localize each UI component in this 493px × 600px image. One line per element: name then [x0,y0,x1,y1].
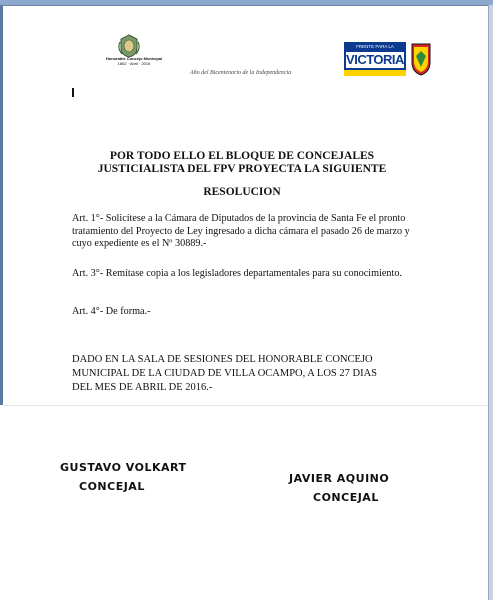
closing-line-2: MUNICIPAL DE LA CIUDAD DE VILLA OCAMPO, A LOS 27 DIAS [72,368,378,379]
heading-line-1: POR TODO ELLO EL BLOQUE DE CONCEJALES [109,150,375,162]
signature-name-1: GUSTAVO VOLKART [60,461,187,474]
text-cursor [72,88,74,97]
article-4: Art. 4°- De forma.- [72,306,151,317]
signature-title-2: CONCEJAL [313,491,379,504]
scrollbar-divider [488,5,489,600]
council-name: Honorable Concejo Municipal [105,56,163,61]
signature-title-1: CONCEJAL [79,480,145,493]
page-divider [3,405,488,406]
pj-shield-icon [410,42,432,76]
logo-word: VICTORIA [346,52,404,67]
signature-name-2: JAVIER AQUINO [289,472,390,485]
window-left-border [0,5,3,405]
council-crest-icon [118,34,140,58]
logo-top-text: FRENTE PARA LA [356,44,394,49]
logo-block [344,42,406,76]
fpv-logo [344,42,436,78]
window-top-border [0,0,493,6]
article-3: Art. 3°- Remítase copia a los legisladores departamentales para su conocimiento. [72,268,402,279]
logo-stripe [344,70,406,76]
heading-line-2: JUSTICIALISTA DEL FPV PROYECTA LA SIGUIENTE [97,163,387,175]
article-1: Art. 1°- Solicítese a la Cámara de Diputados de la provincia de Santa Fe el pronto tratamiento del Proyecto de Ley ingresado a dicha cámara el pasado 26 de marzo y cuyo expediente es el Nº 30889.- [72,213,410,249]
resolution-title: RESOLUCION [203,186,281,198]
closing-line-1: DADO EN LA SALA DE SESIONES DEL HONORABLE CONCEJO [72,354,373,365]
closing-line-3: DEL MES DE ABRIL DE 2016.- [72,382,213,393]
header-motto: Año del Bicentenario de la Independencia [190,70,292,76]
council-subtitle: 1862 · Abril · 2016 [117,61,151,66]
